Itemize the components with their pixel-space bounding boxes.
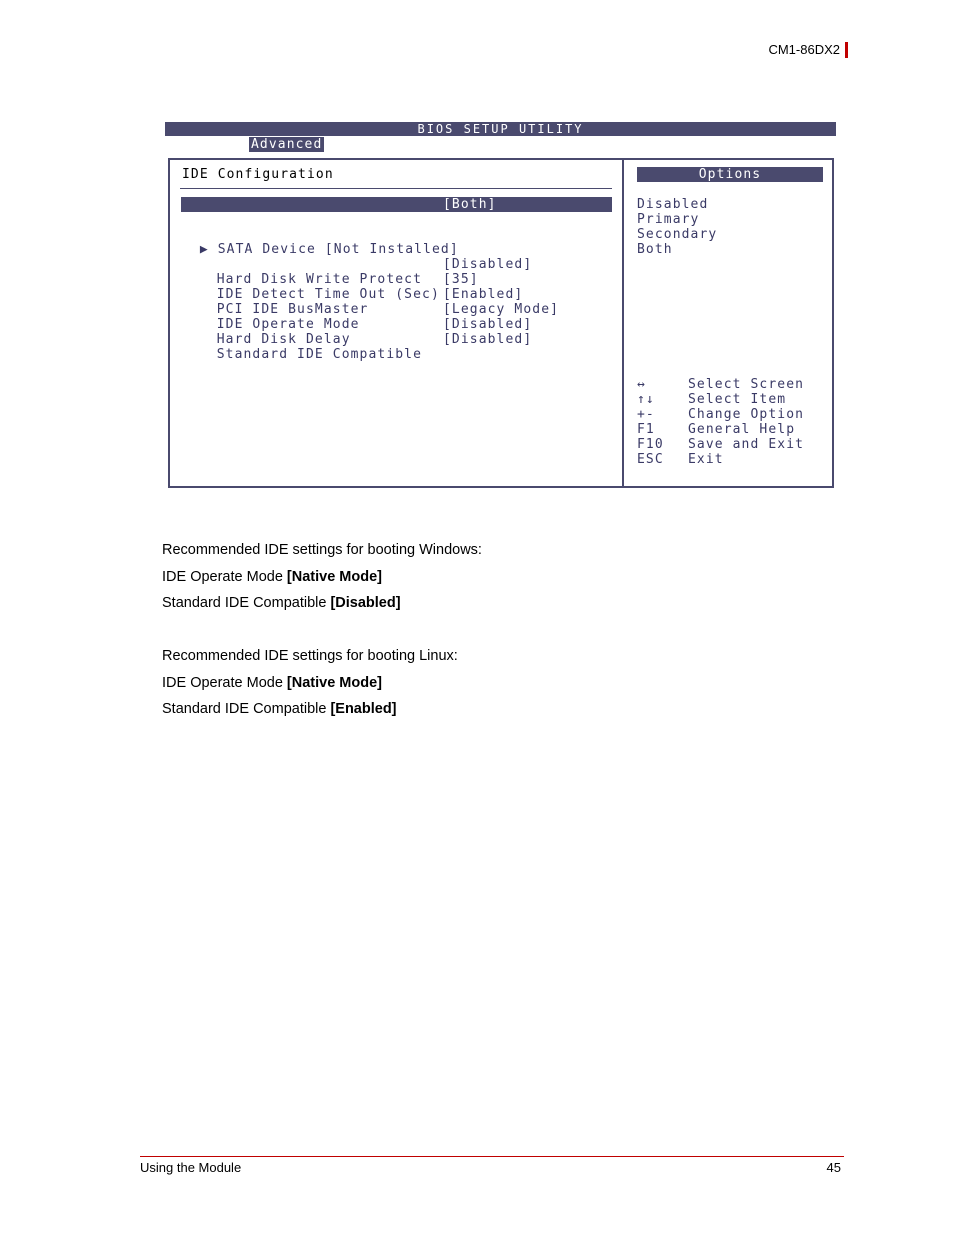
bios-row-label: Hard Disk Delay	[216, 332, 351, 347]
option-item[interactable]: Both	[637, 242, 673, 257]
setting-label: Standard IDE Compatible	[162, 595, 331, 611]
page-header	[700, 40, 848, 60]
section-title: IDE Configuration	[182, 167, 334, 182]
bios-row-label: OnBoard PCI IDE Controller	[198, 212, 431, 227]
page-number: 45	[826, 1160, 841, 1175]
bios-divider	[622, 158, 624, 488]
bios-row[interactable]	[181, 332, 612, 362]
setting-value: [Disabled]	[330, 595, 401, 611]
bios-row-value: [Disabled]	[443, 257, 533, 272]
bios-row-value: [Both]	[443, 197, 497, 212]
option-item[interactable]: Primary	[637, 212, 700, 227]
key-label: F10	[637, 437, 664, 452]
bios-row-value: [35]	[443, 272, 479, 287]
bios-row[interactable]	[181, 317, 612, 347]
linux-line-2	[162, 701, 397, 717]
submenu-label: SATA Device [Not Installed]	[217, 242, 459, 257]
windows-line-1	[162, 569, 382, 585]
option-item[interactable]: Secondary	[637, 227, 718, 242]
windows-line-2	[162, 595, 401, 611]
setting-label: IDE Operate Mode	[162, 675, 287, 691]
header-accent-bar	[845, 42, 848, 58]
linux-intro: Recommended IDE settings for booting Linux:	[162, 648, 458, 664]
key-desc: General Help	[688, 422, 796, 437]
linux-line-1	[162, 675, 382, 691]
key-desc: Select Screen	[688, 377, 805, 392]
setting-value: [Native Mode]	[286, 675, 382, 691]
bios-row-label: Hard Disk Write Protect	[216, 272, 423, 287]
option-item[interactable]: Disabled	[637, 197, 709, 212]
bios-row-label: PCI IDE BusMaster	[216, 302, 369, 317]
bios-row-value: [Enabled]	[443, 287, 524, 302]
footer-rule	[140, 1156, 844, 1157]
bios-row-selected[interactable]	[181, 197, 612, 227]
bios-tab-advanced[interactable]: Advanced	[251, 137, 323, 152]
bios-row-label: Standard IDE Compatible	[216, 347, 423, 362]
setting-label: Standard IDE Compatible	[162, 701, 331, 717]
key-label: F1	[637, 422, 655, 437]
setting-value: [Enabled]	[330, 701, 397, 717]
windows-intro: Recommended IDE settings for booting Windows:	[162, 542, 482, 558]
key-desc: Select Item	[688, 392, 787, 407]
bios-submenu-sata[interactable]	[182, 227, 612, 257]
setting-value: [Native Mode]	[286, 569, 382, 585]
options-header: Options	[637, 167, 823, 182]
submenu-arrow-icon: ▶	[199, 242, 209, 257]
key-label: ESC	[637, 452, 664, 467]
model-name: CM1-86DX2	[768, 42, 840, 57]
up-down-arrow-icon: ↑↓	[637, 392, 655, 407]
bios-row-value: [Disabled]	[443, 332, 533, 347]
bios-title-bar: BIOS SETUP UTILITY	[165, 122, 836, 136]
key-desc: Exit	[688, 452, 724, 467]
bios-row-value: [Legacy Mode]	[443, 302, 560, 317]
bios-row-label: IDE Operate Mode	[216, 317, 360, 332]
bios-row-value: [Disabled]	[443, 317, 533, 332]
key-label: +-	[637, 407, 655, 422]
bios-row-label: IDE Detect Time Out (Sec)	[216, 287, 440, 302]
key-desc: Save and Exit	[688, 437, 805, 452]
key-desc: Change Option	[688, 407, 805, 422]
left-right-arrow-icon: ↔	[637, 377, 646, 392]
section-rule	[180, 188, 612, 189]
setting-label: IDE Operate Mode	[162, 569, 287, 585]
footer-section: Using the Module	[140, 1160, 242, 1175]
